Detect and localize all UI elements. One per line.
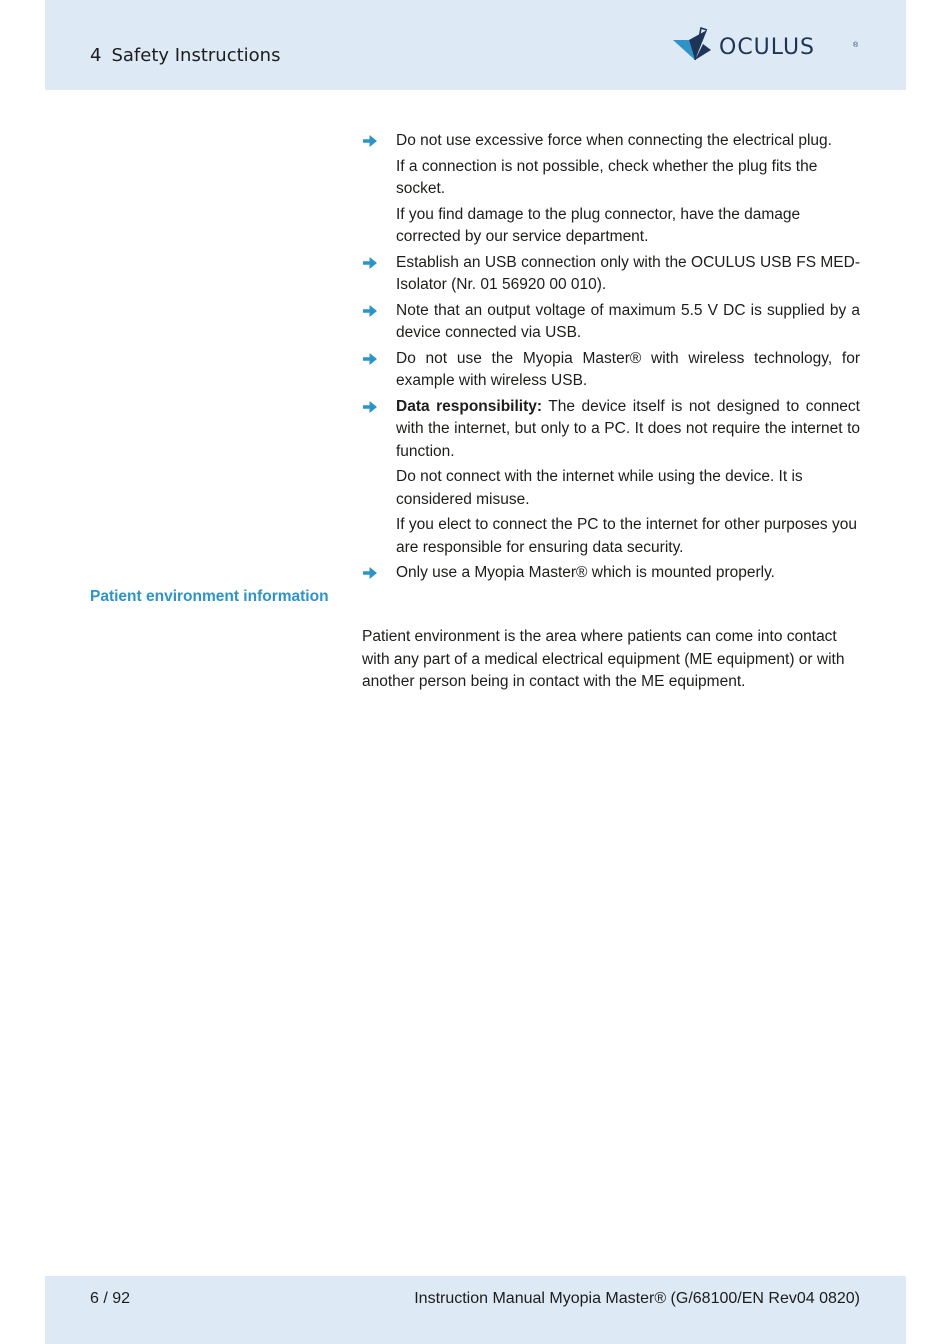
section-heading: Patient environment information <box>90 588 329 605</box>
instruction-text: Do not use excessive force when connecting the electrical plug. <box>396 132 832 149</box>
list-item <box>362 562 860 585</box>
list-item <box>362 396 860 560</box>
arrow-right-icon <box>362 304 378 318</box>
instruction-text-body: The device itself is not designed to connect with the internet, but only to a PC. It does not require the internet to function. <box>396 397 860 460</box>
oculus-logo-registered: ® <box>853 42 859 49</box>
arrow-right-icon <box>362 256 378 270</box>
oculus-logo-mark-icon <box>673 26 719 62</box>
chapter-heading <box>90 45 280 66</box>
instruction-subpara: If you find damage to the plug connector, have the damage corrected by our service department. <box>396 205 801 245</box>
instruction-list <box>362 130 860 585</box>
oculus-logo-text: OCULUS <box>719 35 816 60</box>
section-body-text: Patient environment is the area where patients can come into contact with any part of a medical electrical equipment (ME equipment) or with another person being in contact with the ME equipment. <box>362 628 845 690</box>
instruction-text: Note that an output voltage of maximum 5.5 V DC is supplied by a device connected via USB. <box>396 301 860 341</box>
chapter-number: 4 <box>90 45 102 66</box>
instruction-bold-lead: Data responsibility: <box>396 397 543 415</box>
list-item <box>362 130 860 249</box>
instruction-subpara: Do not connect with the internet while using the device. It is considered misuse. <box>396 468 803 508</box>
arrow-right-icon <box>362 400 378 414</box>
list-item <box>362 252 860 297</box>
list-item <box>362 300 860 345</box>
list-item <box>362 348 860 393</box>
page-footer <box>45 1276 906 1344</box>
instruction-text <box>396 396 860 464</box>
oculus-logo <box>673 26 863 66</box>
arrow-right-icon <box>362 134 378 148</box>
page-header <box>45 0 906 90</box>
document-reference: Instruction Manual Myopia Master® (G/68100/EN Rev04 0820) <box>414 1290 860 1307</box>
instruction-text: Do not use the Myopia Master® with wireless technology, for example with wireless USB. <box>396 349 860 389</box>
arrow-right-icon <box>362 352 378 366</box>
instruction-subpara: If you elect to connect the PC to the internet for other purposes you are responsible for ensuring data security. <box>396 516 857 556</box>
instruction-text: Establish an USB connection only with the OCULUS USB FS MED-Isolator (Nr. 01 56920 00 010). <box>396 253 860 293</box>
instruction-subpara: If a connection is not possible, check whether the plug fits the socket. <box>396 157 818 197</box>
chapter-title: Safety Instructions <box>111 45 281 66</box>
arrow-right-icon <box>362 566 378 580</box>
page-number: 6 / 92 <box>90 1290 131 1307</box>
instruction-text: Only use a Myopia Master® which is mounted properly. <box>396 564 775 581</box>
